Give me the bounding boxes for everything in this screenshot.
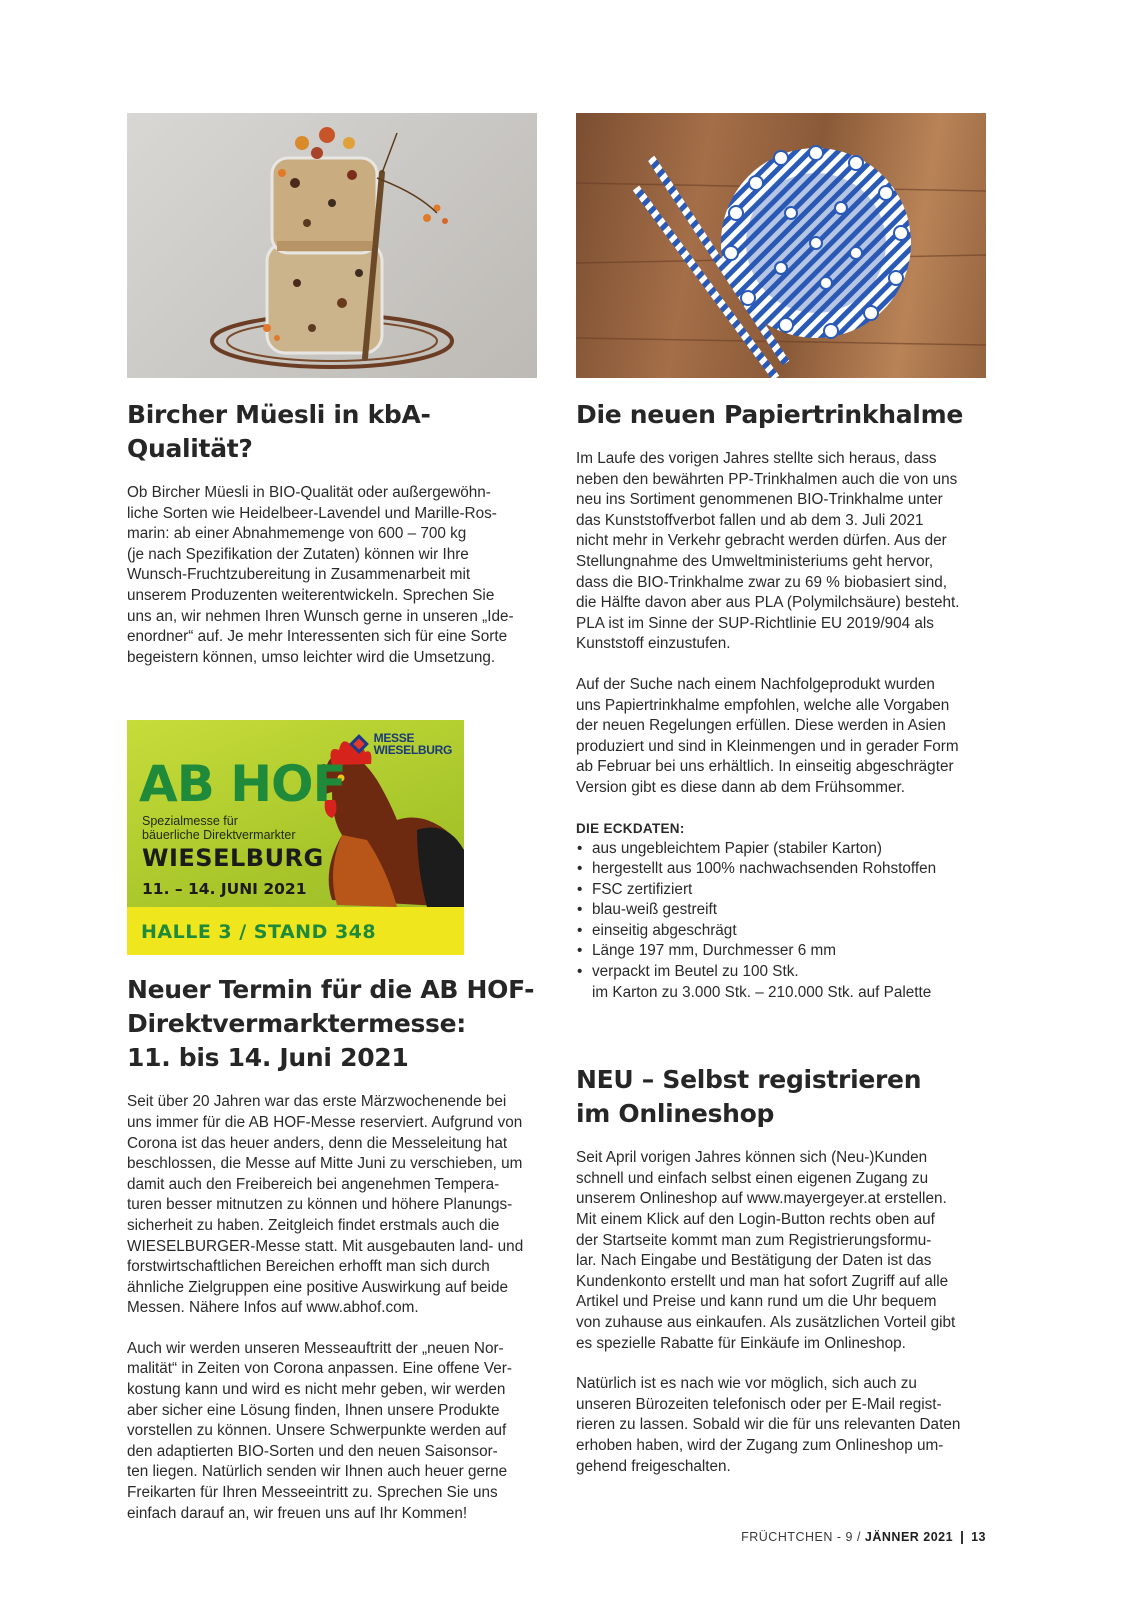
title-line: 11. bis 14. Juni 2021 [127, 1043, 409, 1073]
text-line: Ob Bircher Müesli in BIO-Qualität oder außergewöhn- [127, 484, 491, 501]
article-body-muesli [127, 483, 537, 668]
logo-text-line2: WIESELBURG [373, 743, 452, 758]
text-line: dass die BIO-Trinkhalme zwar zu 69 % biobasiert sind, [576, 573, 947, 591]
title-line: im Onlineshop [576, 1099, 775, 1129]
logo-text-line1: MESSE [373, 731, 415, 746]
paper-straws-illustration [576, 113, 986, 378]
text-line: Kunststoff einzustufen. [576, 635, 731, 653]
text-line: Artikel und Preise und kann rund um die Uhr bequem [576, 1293, 937, 1311]
text-line: gehend freigeschalten. [576, 1457, 731, 1475]
list-item: • blau-weiß gestreift [576, 900, 986, 921]
muesli-jar-illustration [127, 113, 537, 378]
text-line: PLA ist im Sinne der SUP-Richtlinie EU 2019/904 als [576, 614, 934, 632]
text-line: uns immer für die AB HOF-Messe reserviert. Aufgrund von [127, 1113, 523, 1131]
text-line: Im Laufe des vorigen Jahres stellte sich heraus, dass [576, 450, 937, 467]
right-column [576, 113, 986, 1477]
footer-separator [961, 1531, 963, 1544]
text-line: Freikarten für Ihren Messeeintritt zu. Sprechen Sie uns [127, 1484, 498, 1502]
straw-bundle [721, 146, 911, 338]
text-line: marin: ab einer Abnahmemenge von 600 – 700 kg [127, 525, 467, 543]
text-line: das Kunststoffverbot fallen und ab dem 3. Juli 2021 [576, 511, 924, 529]
text-line: Version gibt es diese dann ab dem Frühsommer. [576, 778, 906, 796]
text-line: Kundenkonto erstellt und man hat sofort Zugriff auf alle [576, 1272, 949, 1290]
text-line: Wunsch-Fruchtzubereitung in Zusammenarbeit mit [127, 566, 471, 584]
text-line: kostung kann und wird es nicht mehr geben, wir werden [127, 1381, 506, 1399]
text-line: Stellungnahme des Umweltministeriums geht hervor, [576, 552, 934, 570]
left-column [127, 113, 537, 1524]
text-line: der neuen Regelungen erfüllen. Diese werden in Asien [576, 717, 946, 735]
list-item-continuation: im Karton zu 3.000 Stk. – 210.000 Stk. auf Palette [592, 983, 932, 1001]
text-line: WIESELBURGER-Messe statt. Mit ausgebauten land- und [127, 1237, 524, 1255]
text-line: unseren Bürozeiten telefonisch oder per E-Mail regist- [576, 1395, 942, 1413]
text-line: beschlossen, die Messe auf Mitte Juni zu verschieben, um [127, 1155, 523, 1173]
key-data-heading: DIE ECKDATEN: [576, 820, 685, 836]
list-item: • FSC zertifiziert [576, 880, 986, 901]
footer-magazine: FRÜCHTCHEN - 9 / [741, 1530, 861, 1544]
text-line: produziert und sind in Kleinmengen und in gerader Form [576, 737, 959, 755]
text-line: lar. Nach Eingabe und Bestätigung der Daten ist das [576, 1252, 932, 1270]
article-title-straws: Die neuen Papiertrinkhalme [576, 400, 963, 429]
list-item: • einseitig abgeschrägt [576, 921, 986, 942]
text-line: der Startseite kommt man zum Registrierungsformu- [576, 1231, 932, 1249]
ad-subtitle-line1: Spezialmesse für [142, 814, 238, 829]
article-body-abhof-2 [127, 1339, 537, 1524]
text-line: liche Sorten wie Heidelbeer-Lavendel und Marille-Ros- [127, 504, 497, 522]
text-line: damit auch den Freibereich bei angenehmen Tempera- [127, 1175, 500, 1193]
text-line: neben den bewährten PP-Trinkhalmen auch die von uns [576, 470, 958, 488]
title-line: Direktvermarktermesse: [127, 1009, 466, 1039]
text-line: Mit einem Klick auf den Login-Button rechts oben auf [576, 1211, 935, 1229]
article-title-abhof [127, 973, 537, 1075]
text-line: nicht mehr in Verkehr gebracht werden dürfen. Aus der [576, 532, 947, 550]
messe-logo-icon [349, 734, 369, 754]
text-line: enordner“ auf. Je mehr Interessenten sich für eine Sorte [127, 628, 508, 646]
text-line: Seit April vorigen Jahres können sich (Neu-)Kunden [576, 1149, 928, 1167]
text-line: aber sicher eine Lösung finden, Ihnen unsere Produkte [127, 1401, 500, 1419]
ad-title: AB HOF [139, 755, 346, 814]
text-line: Auch wir werden unseren Messeauftritt der „neuen Nor- [127, 1339, 504, 1357]
list-item: • Länge 197 mm, Durchmesser 6 mm [576, 941, 986, 962]
article-title-muesli: Bircher Müesli in kbA-Qualität? [127, 400, 431, 463]
footer-issue: JÄNNER 2021 [864, 1530, 954, 1544]
article-body-onlineshop-1 [576, 1148, 986, 1354]
title-line: Neuer Termin für die AB HOF- [127, 975, 535, 1005]
text-line: begeistern können, umso leichter wird die Umsetzung. [127, 648, 496, 666]
key-data-list [576, 839, 986, 983]
text-line: Seit über 20 Jahren war das erste Märzwochenende bei [127, 1093, 507, 1111]
paper-straws-photo [576, 113, 986, 378]
text-line: unserem Produzenten weiterentwickeln. Sprechen Sie [127, 586, 495, 604]
list-item: • aus ungebleichtem Papier (stabiler Karton) [576, 839, 986, 860]
list-item: • verpackt im Beutel zu 100 Stk. [576, 962, 986, 983]
text-line: einfach darauf an, wir freuen uns auf Ihr Kommen! [127, 1504, 468, 1522]
text-line: turen besser mitnutzen zu können und höhere Planungs- [127, 1196, 513, 1214]
text-line: unserem Onlineshop auf www.mayergeyer.at erstellen. [576, 1190, 947, 1208]
ad-date: 11. – 14. JUNI 2021 [142, 880, 307, 899]
text-line: malität“ in Zeiten von Corona anpassen. Eine offene Ver- [127, 1360, 512, 1378]
article-body-onlineshop-2 [576, 1374, 986, 1477]
text-line: Corona ist das heuer anders, denn die Messeleitung hat [127, 1134, 508, 1152]
text-line: Messen. Nähere Infos auf www.abhof.com. [127, 1299, 419, 1317]
text-line: neu ins Sortiment genommenen BIO-Trinkhalme unter [576, 491, 943, 509]
messe-wieselburg-logo [349, 732, 452, 756]
page-number: 13 [971, 1530, 986, 1544]
ad-subtitle-line2: bäuerliche Direktvermarkter [142, 828, 296, 843]
list-item: • hergestellt aus 100% nachwachsenden Rohstoffen [576, 859, 986, 880]
text-line: uns an, wir nehmen Ihren Wunsch gerne in unseren „Ide- [127, 607, 514, 625]
article-body-straws-1 [576, 449, 986, 655]
text-line: ten liegen. Natürlich senden wir Ihnen auch heuer gerne [127, 1463, 508, 1481]
text-line: forstwirtschaftlichen Bereichen erhofft man sich durch [127, 1258, 490, 1276]
text-line: es spezielle Rabatte für Einkäufe im Onlineshop. [576, 1334, 906, 1352]
title-line: NEU – Selbst registrieren [576, 1065, 922, 1095]
text-line: ab Februar bei uns erhältlich. In einseitig abgeschrägter [576, 758, 954, 776]
article-body-straws-2 [576, 675, 986, 799]
text-line: die Hälfte davon aber aus PLA (Polymilchsäure) besteht. [576, 594, 960, 612]
text-line: (je nach Spezifikation der Zutaten) können wir Ihre [127, 545, 469, 563]
text-line: sicherheit zu haben. Zeitgleich findet erstmals auch die [127, 1216, 500, 1234]
text-line: von zuhause aus einkaufen. Als zusätzlichen Vorteil gibt [576, 1314, 956, 1331]
ad-city: WIESELBURG [142, 844, 324, 873]
text-line: uns Papiertrinkhalme empfohlen, welche alle Vorgaben [576, 696, 950, 714]
article-body-abhof-1 [127, 1092, 537, 1319]
text-line: vorstellen zu können. Unsere Schwerpunkte werden auf [127, 1422, 507, 1440]
text-line: rieren zu lassen. Sobald wir die für uns relevanten Daten [576, 1416, 961, 1434]
text-line: den adaptierten BIO-Sorten und den neuen Saisonsor- [127, 1442, 498, 1460]
muesli-jar-photo [127, 113, 537, 378]
ad-hall-stand: HALLE 3 / STAND 348 [141, 921, 377, 944]
text-line: ähnliche Zielgruppen eine positive Auswirkung auf beide [127, 1278, 508, 1296]
text-line: Auf der Suche nach einem Nachfolgeprodukt wurden [576, 675, 935, 693]
text-line: Natürlich ist es nach wie vor möglich, sich auch zu [576, 1375, 917, 1393]
page-footer [741, 1530, 986, 1544]
ab-hof-fair-ad[interactable] [127, 720, 464, 955]
text-line: schnell und einfach selbst einen eigenen Zugang zu [576, 1169, 929, 1187]
text-line: erhoben haben, wird der Zugang zum Onlineshop um- [576, 1436, 944, 1454]
article-title-onlineshop [576, 1063, 986, 1131]
